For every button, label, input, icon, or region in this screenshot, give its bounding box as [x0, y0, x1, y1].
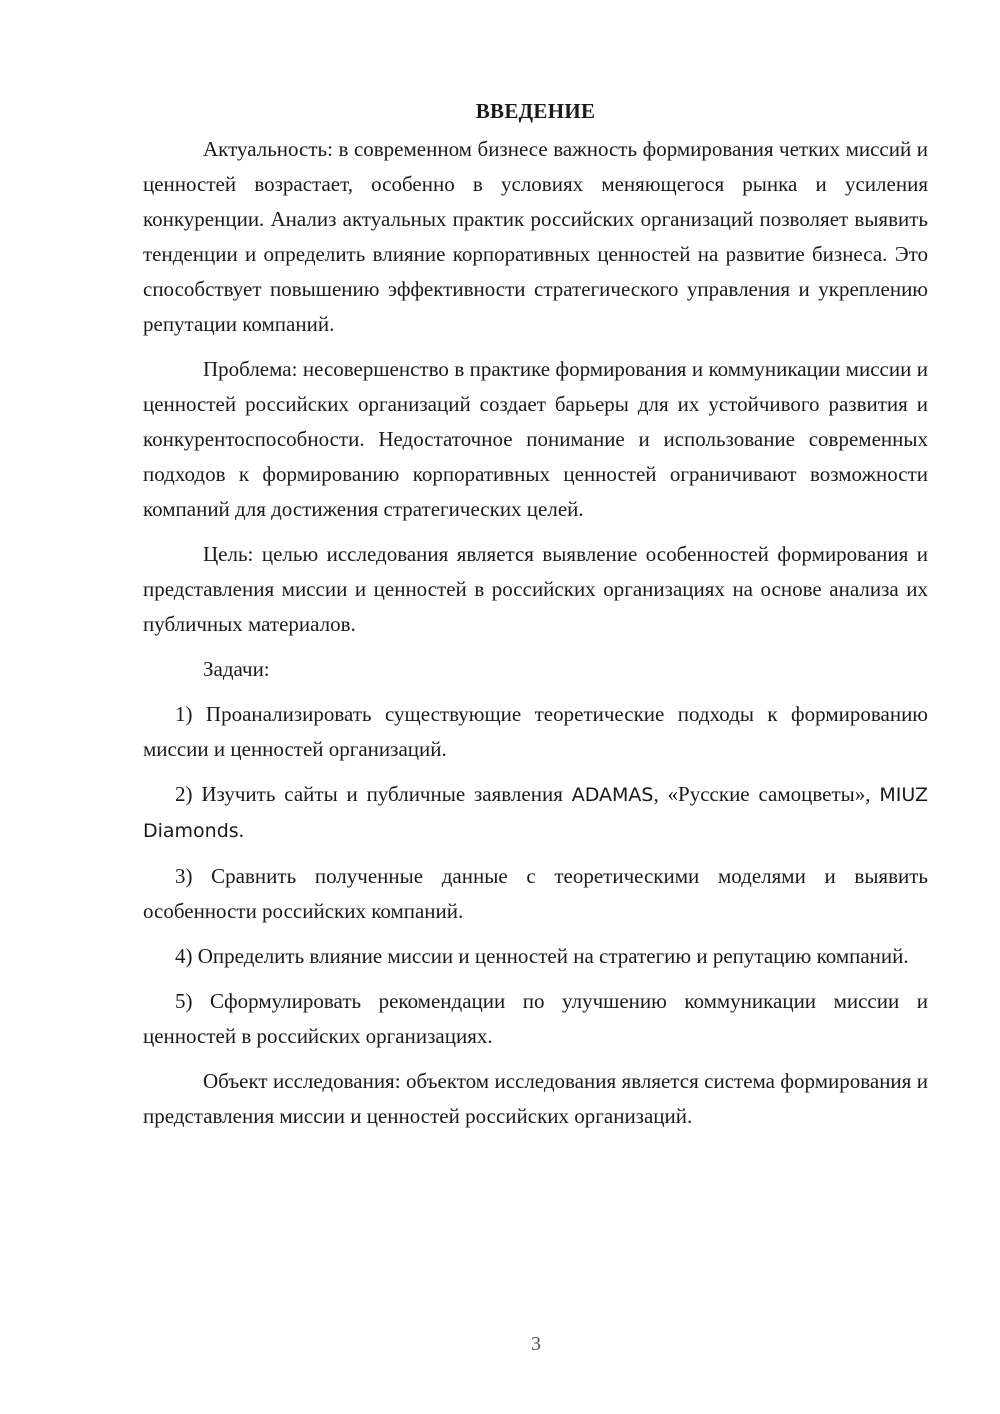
paragraph-relevance: Актуальность: в современном бизнесе важность формирования четких миссий и ценностей возрастает, особенно в условиях меняющегося рынка и усиления конкуренции. Анализ актуальных практик российских организаций позволяет выявить тенденции и определить влияние корпоративных ценностей на развитие бизнеса. Это способствует повышению эффективности стратегического управления и укреплению репутации компаний.: [143, 137, 928, 336]
task-item-2-text-end: .: [238, 818, 244, 842]
task-item-2-text-start: 2) Изучить сайты и публичные заявления: [175, 782, 572, 806]
task-item-3: 3) Сравнить полученные данные с теоретическими моделями и выявить особенности российских компаний.: [143, 864, 928, 923]
task-item-2: [143, 777, 928, 849]
page-title: ВВЕДЕНИЕ: [475, 99, 596, 123]
page-number: 3: [531, 1333, 541, 1355]
company-name-adamas: ADAMAS: [571, 784, 654, 806]
company-name-miuz: MIUZ Diamonds: [143, 784, 928, 842]
task-item-1: 1) Проанализировать существующие теоретические подходы к формированию миссии и ценностей организаций.: [143, 702, 928, 761]
task-item-4: 4) Определить влияние миссии и ценностей на стратегию и репутацию компаний.: [175, 944, 909, 968]
tasks-label: Задачи:: [203, 657, 270, 681]
paragraph-goal: Цель: целью исследования является выявление особенностей формирования и представления миссии и ценностей в российских организациях на основе анализа их публичных материалов.: [143, 542, 928, 636]
paragraph-object: Объект исследования: объектом исследования является система формирования и представления миссии и ценностей российских организаций.: [143, 1069, 928, 1128]
document-page: [143, 96, 928, 1144]
task-item-5: 5) Сформулировать рекомендации по улучшению коммуникации миссии и ценностей в российских организациях.: [143, 989, 928, 1048]
paragraph-problem: Проблема: несовершенство в практике формирования и коммуникации миссии и ценностей российских организаций создает барьеры для их устойчивого развития и конкурентоспособности. Недостаточное понимание и использование современных подходов к формированию корпоративных ценностей ограничивают возможности компаний для достижения стратегических целей.: [143, 357, 928, 521]
task-item-2-text-middle: , «Русские самоцветы»,: [653, 782, 880, 806]
